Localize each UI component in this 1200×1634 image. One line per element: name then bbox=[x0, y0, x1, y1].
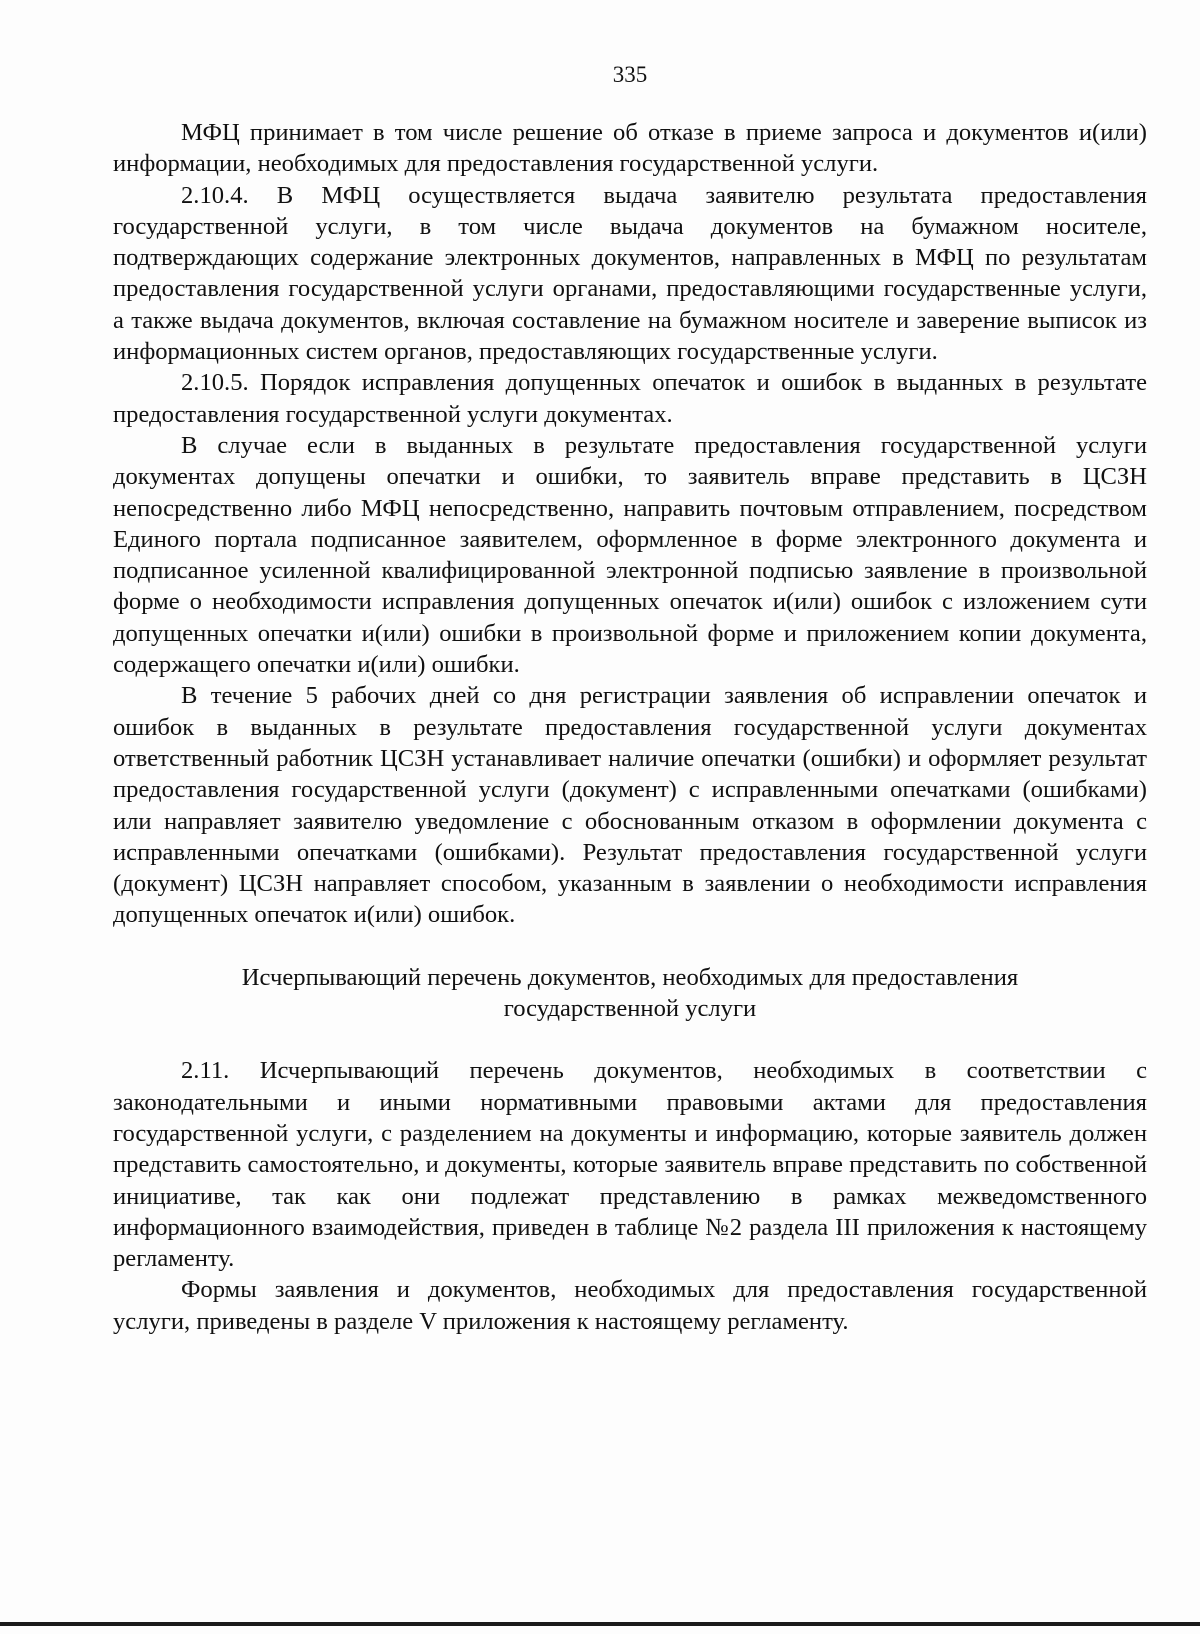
paragraph-2-11: 2.11. Исчерпывающий перечень документов, необходимых в соответствии с законодательными и иными нормативными правовыми актами для предоставления государственной услуги, с разделением на документы и информацию, которые заявитель должен представить самостоятельно, и документы, которые заявитель вправе представить по собственной инициативе, так как они подлежат представлению в рамках межведомственного информационного взаимодействия, приведен в таблице №2 раздела III приложения к настоящему регламенту. bbox=[113, 1057, 1147, 1273]
section-heading-line-2: государственной услуги bbox=[503, 995, 757, 1023]
page-number: 335 bbox=[612, 62, 648, 87]
paragraph-2-10-4: 2.10.4. В МФЦ осуществляется выдача заявителю результата предоставления государственной услуги, в том числе выдача документов на бумажном носителе, подтверждающих содержание электронных документов, направленных в МФЦ по результатам предоставления государственной услуги органами, предоставляющими государственные услуги, а также выдача документов, включая составление на бумажном носителе и заверение выписок из информационных систем органов, предоставляющих государственные услуги. bbox=[113, 181, 1147, 366]
bottom-scan-edge bbox=[0, 1622, 1200, 1626]
document-body bbox=[113, 117, 1147, 1337]
paragraph-2-10-5: 2.10.5. Порядок исправления допущенных опечаток и ошибок в выданных в результате предоставления государственной услуги документах. bbox=[113, 369, 1147, 428]
paragraph-mfc-refusal: МФЦ принимает в том числе решение об отказе в приеме запроса и документов и(или) информации, необходимых для предоставления государственной услуги. bbox=[113, 119, 1147, 178]
paragraph-forms: Формы заявления и документов, необходимых для предоставления государственной услуги, приведены в разделе V приложения к настоящему регламенту. bbox=[113, 1276, 1147, 1335]
section-heading-line-1: Исчерпывающий перечень документов, необходимых для предоставления bbox=[241, 963, 1019, 991]
paragraph-errors-case: В случае если в выданных в результате предоставления государственной услуги документах допущены опечатки и ошибки, то заявитель вправе представить в ЦСЗН непосредственно либо МФЦ непосредственно, направить почтовым отправлением, посредством Единого портала подписанное заявителем, оформленное в форме электронного документа и подписанное усиленной квалифицированной электронной подписью заявление в произвольной форме о необходимости исправления допущенных опечаток и(или) ошибок с изложением сути допущенных опечатки и(или) ошибки в произвольной форме и приложением копии документа, содержащего опечатки и(или) ошибки. bbox=[113, 431, 1147, 679]
section-heading bbox=[113, 962, 1147, 1025]
spacer bbox=[113, 1024, 1147, 1055]
paragraph-five-days: В течение 5 рабочих дней со дня регистрации заявления об исправлении опечаток и ошибок в выданных в результате предоставления государственной услуги документах ответственный работник ЦСЗН устанавливает наличие опечатки (ошибки) и оформляет результат предоставления государственной услуги (документ) с исправленными опечатками (ошибками) или направляет заявителю уведомление с обоснованным отказом в оформлении документа с исправленными опечатками (ошибками). Результат предоставления государственной услуги (документ) ЦСЗН направляет способом, указанным в заявлении о необходимости исправления допущенных опечаток и(или) ошибок. bbox=[113, 682, 1147, 929]
